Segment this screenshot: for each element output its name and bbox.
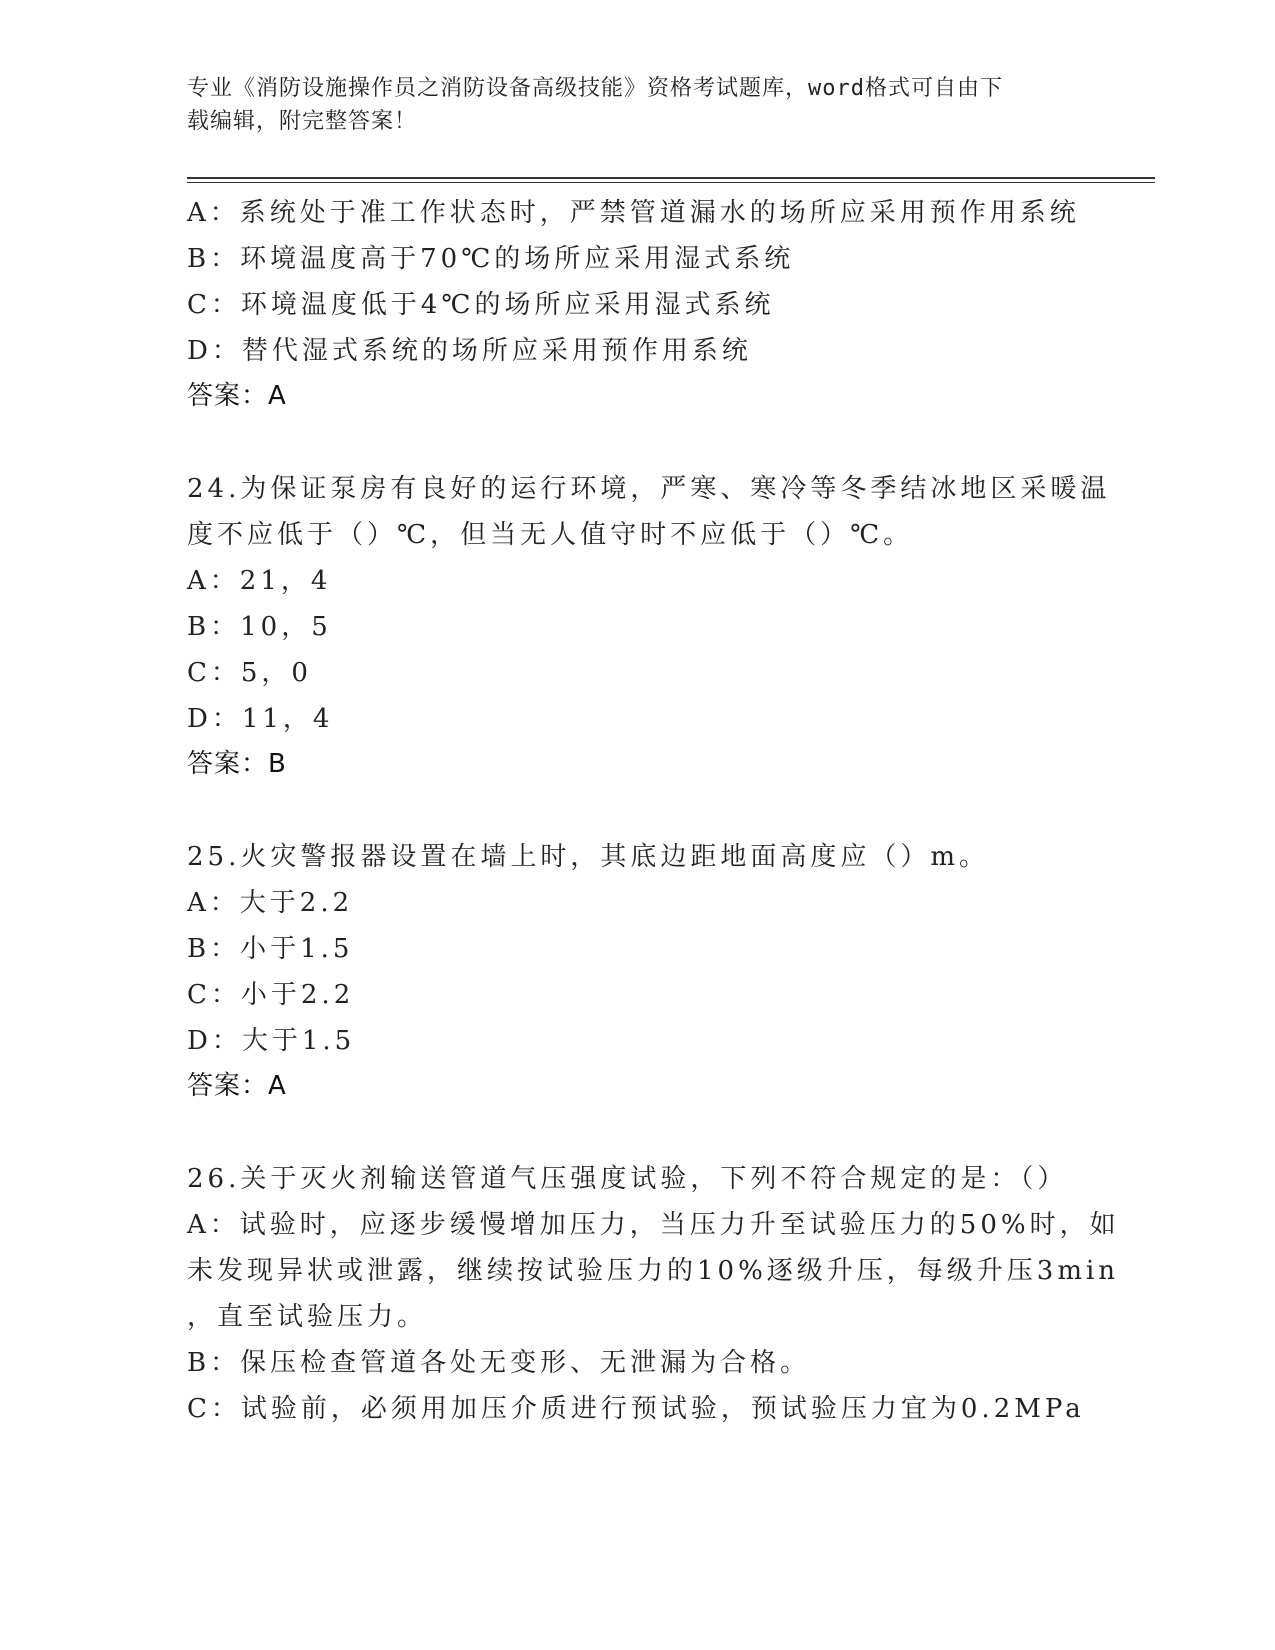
question-26 (187, 1156, 1120, 1432)
question-stem: 26.关于灭火剂输送管道气压强度试验，下列不符合规定的是：（） (187, 1164, 1068, 1194)
option-d: D：替代湿式系统的场所应采用预作用系统 (187, 336, 752, 366)
option-a: A：21，4 (187, 566, 332, 596)
question-stem: 25.火灾警报器设置在墙上时，其底边距地面高度应（）m。 (187, 842, 990, 872)
header-divider-thick (187, 177, 1155, 179)
option-d: D：大于1.5 (187, 1026, 356, 1056)
option-a-continued: ，直至试验压力。 (187, 1302, 428, 1332)
question-stem: 24.为保证泵房有良好的运行环境，严寒、寒冷等冬季结冰地区采暖温 (187, 474, 1111, 504)
header-line-2: 载编辑，附完整答案！ (187, 109, 418, 134)
question-23 (187, 190, 1107, 418)
question-list (187, 190, 1120, 1432)
option-b: B：10，5 (187, 612, 332, 642)
option-a-continued: 未发现异状或泄露，继续按试验压力的10%逐级升压，每级升压3min (187, 1256, 1120, 1286)
answer: 答案：A (187, 1071, 287, 1101)
option-c: C：小于2.2 (187, 980, 355, 1010)
option-c: C：环境温度低于4℃的场所应采用湿式系统 (187, 290, 775, 320)
document-header (187, 72, 1087, 138)
question-25 (187, 834, 1107, 1108)
question-stem: 度不应低于（）℃，但当无人值守时不应低于（）℃。 (187, 520, 914, 550)
header-line-1: 专业《消防设施操作员之消防设备高级技能》资格考试题库，word格式可自由下 (187, 76, 1003, 101)
question-24 (187, 466, 1111, 786)
option-a: A：大于2.2 (187, 888, 354, 918)
option-a: A：试验时，应逐步缓慢增加压力，当压力升至试验压力的50%时，如 (187, 1210, 1120, 1240)
answer: 答案：A (187, 381, 287, 411)
option-c: C：试验前，必须用加压介质进行预试验，预试验压力宜为0.2MPa (187, 1394, 1085, 1424)
option-b: B：保压检查管道各处无变形、无泄漏为合格。 (187, 1348, 811, 1378)
header-divider-thin (187, 182, 1155, 183)
option-b: B：小于1.5 (187, 934, 354, 964)
option-b: B：环境温度高于70℃的场所应采用湿式系统 (187, 244, 795, 274)
option-d: D：11，4 (187, 704, 334, 734)
option-a: A：系统处于准工作状态时，严禁管道漏水的场所应采用预作用系统 (187, 198, 1080, 228)
option-c: C：5，0 (187, 658, 312, 688)
answer: 答案：B (187, 749, 287, 779)
